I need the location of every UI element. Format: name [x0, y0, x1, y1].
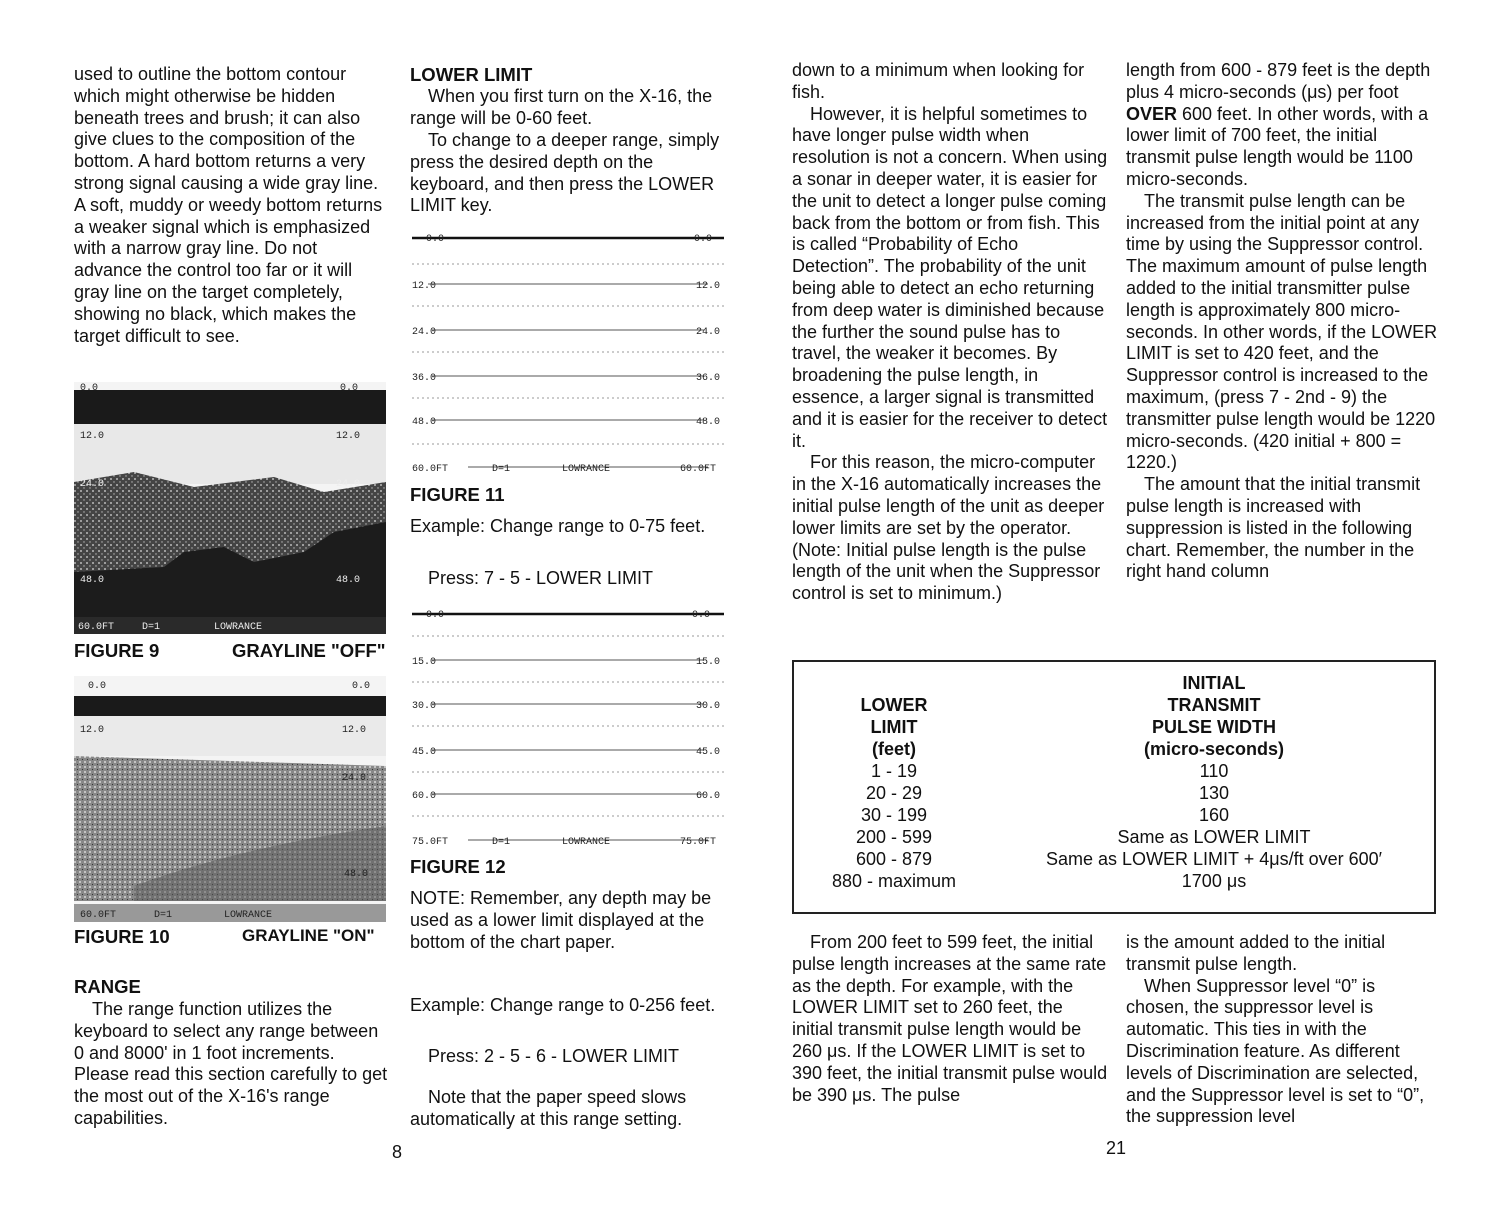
row-limit: 600 - 879 [855, 849, 933, 869]
fig12-label-0a: 0.0 [426, 610, 445, 621]
fig12-label-60a: 60.0 [412, 791, 437, 802]
fig12-label-brand: LOWRANCE [562, 837, 611, 848]
fig9-label-48b: 48.0 [336, 575, 361, 586]
figure-10-subcaption: GRAYLINE "ON" [242, 926, 375, 945]
figure-9-chart [74, 382, 386, 634]
row-limit: 20 - 29 [865, 783, 923, 803]
fig9-label-brand: LOWRANCE [214, 622, 263, 633]
header-left-2: LIMIT [870, 717, 918, 737]
right-col2-p1-a: length from 600 - 879 feet is the depth plus 4 micro-seconds (μs) per foot [1126, 60, 1431, 102]
fig10-label-d1: D=1 [154, 910, 173, 921]
row-width: Same as LOWER LIMIT + 4μs/ft over 600′ [1045, 849, 1383, 869]
table-header-row-4 [794, 738, 1434, 760]
fig11-label-0a: 0.0 [426, 234, 445, 245]
table-row [794, 848, 1434, 870]
fig10-label-48: 48.0 [344, 869, 369, 880]
fig12-label-15b: 15.0 [696, 657, 721, 668]
right-col1-p1: down to a minimum when looking for fish. [792, 60, 1085, 102]
fig12-label-30a: 30.0 [412, 701, 437, 712]
fig11-label-0b: 0.0 [694, 234, 713, 245]
note-paragraph: NOTE: Remember, any depth may be used as a lower limit displayed at the bottom of the chart paper. [410, 888, 712, 952]
fig9-label-0a: 0.0 [80, 383, 99, 394]
fig11-label-48b: 48.0 [696, 417, 721, 428]
fig11-label-brand: LOWRANCE [562, 464, 611, 475]
fig12-label-75fta: 75.0FT [412, 837, 449, 848]
fig10-label-brand: LOWRANCE [224, 910, 273, 921]
row-limit: 880 - maximum [831, 871, 957, 891]
fig12-label-45b: 45.0 [696, 747, 721, 758]
row-limit: 1 - 19 [870, 761, 918, 781]
header-right-3: PULSE WIDTH [1152, 717, 1276, 737]
figure-11-caption: FIGURE 11 [410, 484, 505, 505]
fig9-label-12b: 12.0 [336, 431, 361, 442]
figure-12-chart [408, 602, 728, 852]
row-width: 110 [1199, 761, 1229, 781]
fig9-label-12a: 12.0 [80, 431, 105, 442]
figure-9-caption-row [74, 640, 386, 662]
fig9-label-24b: 24.0 [336, 479, 361, 490]
figure-9-caption: FIGURE 9 [74, 640, 160, 661]
example-1-text: Example: Change range to 0-75 feet. [410, 516, 706, 536]
fig10-label-60ft: 60.0FT [80, 910, 117, 921]
note-2: Note that the paper speed slows automatically at this range setting. [410, 1087, 687, 1129]
right-bottom-col2-p1: is the amount added to the initial transmit pulse length. [1126, 932, 1386, 974]
lower-limit-p2: To change to a deeper range, simply press the desired depth on the keyboard, and then press the LOWER LIMIT key. [410, 130, 720, 216]
fig10-label-12a: 12.0 [80, 725, 105, 736]
table-header-row-1 [794, 672, 1434, 694]
table-row [794, 804, 1434, 826]
fig12-label-30b: 30.0 [696, 701, 721, 712]
row-width: 1700 μs [1181, 871, 1247, 891]
right-col2-p2: The transmit pulse length can be increased from the initial point at any time by using the Suppressor control. The maximum amount of pulse length added to the initial transmitter pulse length is approximately 800 micro-seconds. In other words, if the LOWER LIMIT is set to 420 feet, and the Suppressor control is increased to the maximum, (press 7 - 2nd - 9) the transmitter pulse length would be 1220 micro-seconds. (420 initial + 800 = 1220.) [1126, 190, 1438, 473]
table-row [794, 870, 1434, 892]
fig10-label-12b: 12.0 [342, 725, 367, 736]
table-row [794, 826, 1434, 848]
figure-9-image [74, 382, 386, 634]
fig9-label-48a: 48.0 [80, 575, 105, 586]
header-right-1: INITIAL [1182, 673, 1246, 693]
press-1: Press: 7 - 5 - LOWER LIMIT [428, 568, 654, 588]
header-right-2: TRANSMIT [1167, 695, 1261, 715]
table-header-row-2 [794, 694, 1434, 716]
fig11-label-36a: 36.0 [412, 373, 437, 384]
fig12-label-75ftb: 75.0FT [680, 837, 717, 848]
figure-10-chart [74, 676, 386, 922]
right-col2-p1 [1126, 60, 1438, 191]
fig10-label-0b: 0.0 [352, 681, 371, 692]
fig10-label-24: 24.0 [342, 773, 367, 784]
right-col1-text [792, 60, 1108, 605]
right-col1-p3: For this reason, the micro-computer in the X-16 automatically increases the initial pulse length of the unit as deeper lower limits are set by the operator. (Note: Initial pulse length is the pulse length of the unit when the Suppressor control is set to minimum.) [792, 452, 1105, 604]
fig12-label-15a: 15.0 [412, 657, 437, 668]
right-page-number: 21 [1106, 1138, 1127, 1158]
fig11-label-60fta: 60.0FT [412, 464, 449, 475]
header-left-3: (feet) [872, 739, 916, 759]
fig9-label-24a: 24.0 [80, 479, 105, 490]
left-page-number: 8 [392, 1142, 403, 1162]
fig9-label-0b: 0.0 [340, 383, 359, 394]
figure-11-chart [408, 226, 728, 482]
pulse-width-table-box [792, 660, 1436, 914]
fig11-label-12a: 12.0 [412, 281, 437, 292]
fig9-label-60ft: 60.0FT [78, 622, 115, 633]
lower-limit-p1: When you first turn on the X-16, the range will be 0-60 feet. [410, 86, 713, 128]
right-bottom-col1: From 200 feet to 599 feet, the initial pulse length increases at the same rate as the depth. For example, with the LOWER LIMIT set to 260 feet, the initial transmit pulse length would be 260 μs. If the LOWER LIMIT is set to 390 feet, the initial transmit pulse would be 390 μs. The pulse [792, 932, 1108, 1105]
figure-12-caption: FIGURE 12 [410, 856, 506, 877]
fig9-label-d1: D=1 [142, 622, 161, 633]
fig10-label-0a: 0.0 [88, 681, 107, 692]
row-width: Same as LOWER LIMIT [1117, 827, 1311, 847]
table-header-row-3 [794, 716, 1434, 738]
fig12-label-d1: D=1 [492, 837, 511, 848]
fig12-label-0b: 0.0 [692, 610, 711, 621]
range-heading: RANGE [74, 976, 141, 997]
header-left-blank [794, 672, 994, 694]
fig11-label-24a: 24.0 [412, 327, 437, 338]
right-col2-p1-b: 600 feet. In other words, with a lower limit of 700 feet, the initial transmit pulse length would be 1100 micro-seconds. [1126, 103, 1429, 189]
lower-limit-heading: LOWER LIMIT [410, 64, 533, 85]
row-limit: 30 - 199 [860, 805, 928, 825]
fig11-label-60ftb: 60.0FT [680, 464, 717, 475]
row-width: 160 [1198, 805, 1230, 825]
right-col2-text [1126, 60, 1438, 583]
range-paragraph: The range function utilizes the keyboard to select any range between 0 and 8000' in 1 foot increments. Please read this section carefully to get the most out of the X-16's range capabilities. [74, 999, 388, 1128]
figure-10-image [74, 676, 386, 922]
fig11-label-d1: D=1 [492, 464, 511, 475]
pulse-width-table [794, 672, 1434, 892]
table-row [794, 760, 1434, 782]
row-width: 130 [1198, 783, 1230, 803]
right-bottom-col2 [1126, 932, 1438, 1128]
fig11-label-36b: 36.0 [696, 373, 721, 384]
fig11-label-12b: 12.0 [696, 281, 721, 292]
row-limit: 200 - 599 [855, 827, 933, 847]
example-2-text: Example: Change range to 0-256 feet. [410, 995, 716, 1015]
example-1 [410, 516, 710, 538]
right-bottom-col2-p2: When Suppressor level “0” is chosen, the suppressor level is automatic. This ties in with the Discrimination feature. As different levels of Discrimination are selected, and the Suppressor level is set to “0”, the suppression level [1126, 975, 1425, 1127]
figure-9-subcaption: GRAYLINE "OFF" [232, 640, 386, 661]
header-left-1: LOWER [860, 695, 928, 715]
fig11-label-48a: 48.0 [412, 417, 437, 428]
intro-paragraph: used to outline the bottom contour which might otherwise be hidden beneath trees and brush; it can also give clues to the composition of the bottom. A hard bottom returns a very strong signal causing a wide gray line. A soft, muddy or weedy bottom returns a weaker signal which is emphasized with a narrow gray line. Do not advance the control too far or it will gray line on the target completely, showing no black, which makes the target difficult to see. [74, 64, 383, 346]
press-2: Press: 2 - 5 - 6 - LOWER LIMIT [428, 1046, 680, 1066]
right-col2-p3: The amount that the initial transmit pulse length is increased with suppression is listed in the following chart. Remember, the number in the right hand column [1126, 474, 1421, 582]
example-2 [410, 995, 720, 1017]
table-row [794, 782, 1434, 804]
figure-10-caption-row [74, 926, 386, 948]
header-right-4: (micro-seconds) [1143, 739, 1285, 759]
figure-10-caption: FIGURE 10 [74, 926, 170, 947]
right-col1-p2: However, it is helpful sometimes to have longer pulse width when resolution is not a concern. When using a sonar in deeper water, it is easier for the unit to detect a longer pulse coming back from the bottom or from fish. This is called “Probability of Echo Detection”. The probability of the unit being able to detect an echo returning from deep water is diminished because the further the sound pulse has to travel, the weaker it becomes. By broadening the pulse length, in essence, a larger signal is transmitted and it is easier for the receiver to detect it. [792, 103, 1108, 451]
fig12-label-60b: 60.0 [696, 791, 721, 802]
fig11-label-24b: 24.0 [696, 327, 721, 338]
right-col2-p1-bold: OVER [1126, 103, 1178, 124]
fig12-label-45a: 45.0 [412, 747, 437, 758]
